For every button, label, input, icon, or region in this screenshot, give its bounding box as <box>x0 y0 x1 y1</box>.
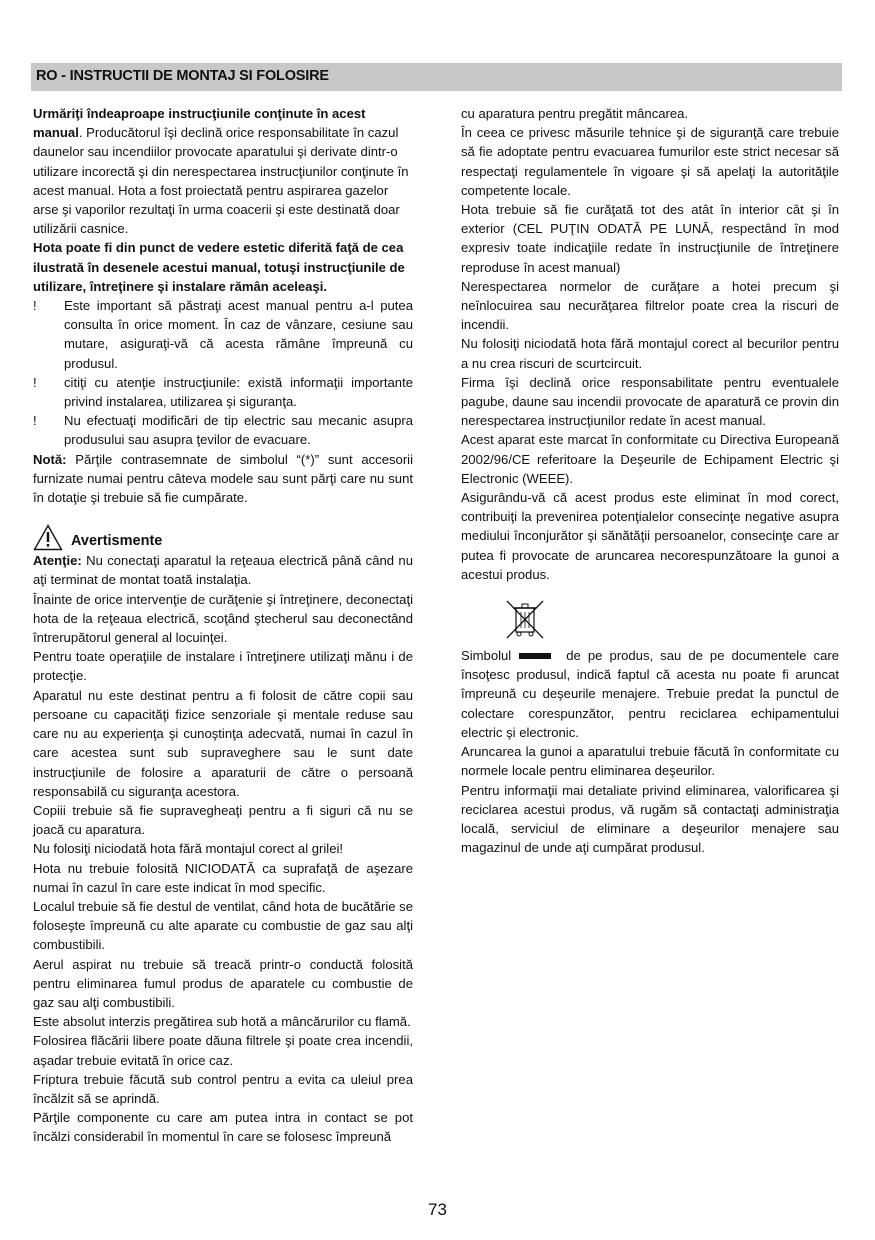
paragraph: Asigurându-vă că acest produs este eliminat în mod corect, contribuiţi la prevenirea potenţialelor consecinţe negative asupra mediului înconjurător şi sănătăţii persoanelor, consecinţe care ar putea fi provocate de aruncarea necorespunzătoare la gunoi a acestui produs. <box>461 490 839 582</box>
paragraph: Pentru informaţii mai detaliate privind eliminarea, valorificarea şi reciclarea acestui produs, vă rugăm să contactaţi administraţia locală, serviciul de eliminare a deşeurilor menajere sau magazinul de unde aţi cumpărat produsul. <box>461 782 839 856</box>
bullet-item <box>33 411 413 449</box>
paragraph: Acest aparat este marcat în conformitate cu Directiva Europeană 2002/96/CE referitoare la Deşeurile de Echipament Electric şi Electronic (WEEE). <box>461 432 839 486</box>
paragraph: cu aparatura pentru pregătit mâncarea. <box>461 106 689 121</box>
bullet-item <box>33 373 413 411</box>
paragraph: Nerespectarea normelor de curăţare a hotei precum şi neînlocuirea sau necurăţarea filtrelor poate crea la riscuri de incendii. <box>461 278 839 333</box>
bullet-text: citiţi cu atenţie instrucţiunile: există informaţii importante privind instalarea, utilizarea şi siguranţa. <box>64 374 413 410</box>
paragraph: Hota nu trebuie folosită NICIODATĂ ca suprafaţă de aşezare numai în cazul în care este indicat în mod specific. <box>33 860 413 895</box>
intro-bold: Urmăriţi îndeaproape instrucţiunile conţinute în acest manual <box>33 106 366 141</box>
intro-text: . Producătorul îşi declină orice responsabilitate în cazul daunelor sau incendiilor provocate aparatului şi derivate dintr-o utilizare incorectă şi din nerespectarea instrucţiunilor conţinute în acest manual. Hota a fost proiectată pentru aspirarea gazelor arse şi vaporilor rezultaţi în urma coacerii şi este destinată doar utilizării casnice. <box>33 125 409 237</box>
weee-paragraph: Simbolul de pe produs, sau de pe documentele care însoţesc produsul, indică faptul că acesta nu poate fi aruncat împreună cu deşeurile menajere. Trebuie predat la punctul de colectare corespunzător, pentru reciclarea echipamentului electric şi electronic. <box>461 648 839 740</box>
exclamation-icon: ! <box>33 374 37 390</box>
section-title: RO - INSTRUCTII DE MONTAJ SI FOLOSIRE <box>36 68 329 84</box>
paragraph: Localul trebuie să fie destul de ventilat, când hota de bucătărie se foloseşte împreună cu alte aparate cu combustie de gaz sau alţi combustibili. <box>33 898 413 953</box>
note-label: Notă: <box>33 451 67 467</box>
paragraph: Nu folosiţi niciodată hota fără montajul corect al becurilor pentru a nu crea riscuri de scurtcircuit. <box>461 336 839 371</box>
section-header <box>31 63 842 91</box>
paragraph: Aerul aspirat nu trebuie să treacă printr-o conductă folosită pentru eliminarea fumul produs de aparatele cu combustie de gaz sau alţi combustibili. <box>33 956 413 1010</box>
paragraph: Hota trebuie să fie curăţată tot des atât în interior cât şi în exterior (CEL PUŢIN ODATĂ PE LUNĂ, respectând în mod expresiv toate indicaţiile redate în instrucţiunile de întreţinere reproduse în acest manual) <box>461 202 839 275</box>
attention-paragraph: Atenţie: Nu conectaţi aparatul la reţeaua electrică până când nu aţi terminat de montat toată instalaţia. <box>33 553 413 588</box>
paragraph: În ceea ce privesc măsurile tehnice şi de siguranţă care trebuie să fie adoptate pentru evacuarea fumurilor este strict necesar să respectaţi regulamentele în vigoare şi să apelaţi la autorităţile competente locale. <box>461 125 839 198</box>
exclamation-icon: ! <box>33 413 37 429</box>
page-number: 73 <box>428 1200 447 1219</box>
paragraph: Friptura trebuie făcută sub control pentru a evita ca uleiul prea încălzit să se aprindă. <box>33 1071 413 1106</box>
exclamation-icon: ! <box>33 298 37 314</box>
right-column <box>461 104 839 857</box>
paragraph: Înainte de orice intervenţie de curăţenie şi întreţinere, deconectaţi hota de la reţeaua electrică, scoţând ştecherul sau deconectând întrerupătorul general al locuinţei. <box>33 591 413 646</box>
warnings-title: Avertismente <box>71 533 163 550</box>
intro-bold-paragraph: Hota poate fi din punct de vedere estetic diferită faţă de cea ilustrată în desenele acestui manual, totuşi instrucţiunile de utilizare, întreţinere şi instalare rămân aceleaşi. <box>33 240 405 294</box>
bullet-text: Nu efectuaţi modificări de tip electric sau mecanic asupra produsului sau asupra ţevilor de evacuare. <box>64 413 413 448</box>
bullet-item <box>33 296 413 373</box>
note-paragraph: Notă: Părţile contrasemnate de simbolul “(*)” sunt accesorii furnizate numai pentru câteva modele sau sunt părţi care nu sunt în dotaţie şi trebuie să fie cumpărate. <box>33 451 413 506</box>
paragraph: Folosirea flăcării libere poate dăuna filtrele şi poate crea incendii, aşadar trebuie evitată în orice caz. <box>33 1033 413 1068</box>
paragraph: Aruncarea la gunoi a aparatului trebuie făcută în conformitate cu normele locale pentru eliminarea deşeurilor. <box>461 744 839 779</box>
weee-symbol <box>503 598 839 638</box>
warnings-heading <box>33 521 413 551</box>
intro-paragraph <box>33 104 413 238</box>
attention-label: Atenţie: <box>33 553 82 569</box>
warning-triangle-icon <box>33 524 63 551</box>
paragraph: Pentru toate operaţiile de instalare i întreţinere utilizaţi mănu i de protecţie. <box>33 649 413 684</box>
paragraph: Nu folosiţi niciodată hota fără montajul corect al grilei! <box>33 841 344 857</box>
crossed-bin-icon <box>503 598 547 640</box>
paragraph: Copiii trebuie să fie supravegheaţi pentru a fi siguri că nu se joacă cu aparatura. <box>33 802 413 838</box>
paragraph: Părţile componente cu care am putea intra in contact se pot încălzi considerabil în momentul în care se folosesc împreună <box>33 1110 413 1145</box>
left-column <box>33 104 413 1147</box>
paragraph: Aparatul nu este destinat pentru a fi folosit de către copii sau persoane cu capacităţi fizice senzoriale şi mentale reduse sau care nu au experienţa şi cunoştinţa adecvată, numai în cazul în care acestea sunt sub supraveghere sau le sunt date instrucţiunile de folosire a aparaturii de către o persoană responsabilă cu siguranţa acestora. <box>33 687 413 799</box>
underline-bar-icon <box>519 653 551 659</box>
paragraph: Este absolut interzis pregătirea sub hotă a mâncărurilor cu flamă. <box>33 1014 411 1030</box>
paragraph: Firma îşi declină orice responsabilitate pentru eventualele pagube, daune sau incendii provocate de aparatură ce provin din nerespectarea instrucţiunilor redate în acest manual. <box>461 374 839 429</box>
bullet-text: Este important să păstraţi acest manual pentru a-l putea consulta în orice moment. În caz de vânzare, cesiune sau mutare, asiguraţi-vă că acesta rămâne împreună cu produsul. <box>64 298 413 371</box>
